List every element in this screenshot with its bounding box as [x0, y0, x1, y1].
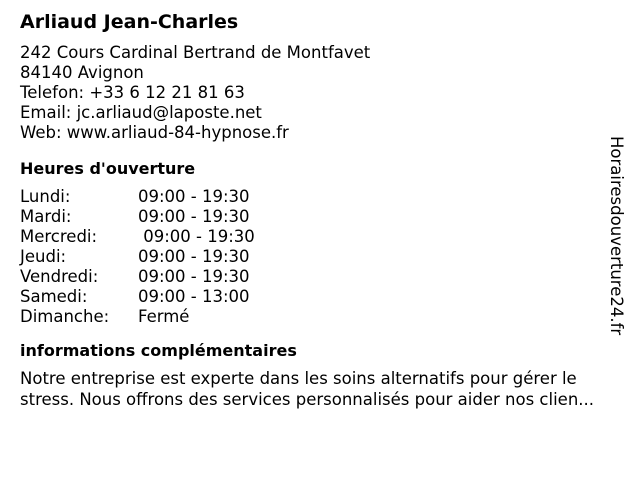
business-card [20, 9, 620, 410]
contact-block [20, 43, 620, 143]
hours-row-sunday [20, 307, 620, 327]
opening-hours-table [20, 187, 620, 327]
additional-info-line-1: Notre entreprise est experte dans les soins alternatifs pour gérer le [20, 369, 577, 388]
hours-row-monday [20, 187, 620, 207]
time-value: 09:00 - 13:00 [138, 287, 250, 306]
hours-row-tuesday [20, 207, 620, 227]
website-text: Web: www.arliaud-84-hypnose.fr [20, 123, 289, 142]
hours-row-saturday [20, 287, 620, 307]
additional-info-line-2: stress. Nous offrons des services personnalisés pour aider nos clien... [20, 389, 595, 409]
day-label: Lundi: [20, 187, 71, 206]
time-value: 09:00 - 19:30 [138, 207, 250, 226]
day-label: Jeudi: [20, 247, 67, 266]
day-label: Mardi: [20, 207, 72, 226]
day-label: Mercredi: [20, 227, 98, 246]
opening-hours-heading: Heures d'ouverture [20, 159, 196, 178]
additional-info-heading: informations complémentaires [20, 341, 297, 360]
time-value: 09:00 - 19:30 [138, 267, 250, 286]
time-value: Fermé [138, 307, 190, 326]
day-label: Samedi: [20, 287, 88, 306]
address-street: 242 Cours Cardinal Bertrand de Montfavet [20, 43, 371, 62]
email-text: Email: jc.arliaud@laposte.net [20, 103, 262, 122]
hours-row-thursday [20, 247, 620, 267]
business-name: Arliaud Jean-Charles [20, 11, 239, 33]
phone-text: Telefon: +33 6 12 21 81 63 [20, 83, 245, 102]
site-watermark: Horairesdouverture24.fr [607, 136, 626, 336]
time-value: 09:00 - 19:30 [138, 247, 250, 266]
hours-row-wednesday [20, 227, 620, 247]
time-value: 09:00 - 19:30 [138, 227, 255, 246]
day-label: Vendredi: [20, 267, 99, 286]
address-city: 84140 Avignon [20, 63, 144, 82]
additional-info-text [20, 369, 630, 410]
hours-row-friday [20, 267, 620, 287]
time-value: 09:00 - 19:30 [138, 187, 250, 206]
day-label: Dimanche: [20, 307, 110, 326]
